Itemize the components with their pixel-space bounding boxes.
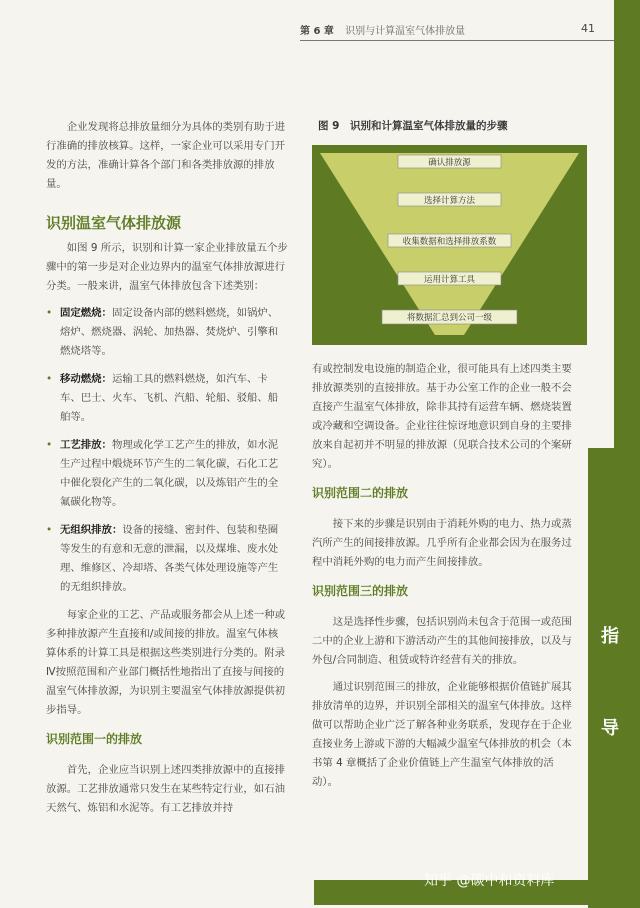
- funnel-step-1: 确认排放源: [428, 158, 471, 168]
- running-header: [300, 22, 595, 42]
- funnel-step-2: 选择计算方法: [423, 196, 475, 206]
- paragraph: 通过识别范围三的排放，企业能够根据价值链扩展其排放清单的边界，并识别全部相关的温室气体排放。这样做可以帮助企业广泛了解各种业务联系，发现存在于企业直接业务上游或下游的大幅减少温室气体排放的机会（本书第 4 章概括了企业价值链上产生温室气体排放的活动）。: [312, 681, 572, 788]
- left-column: [46, 118, 288, 826]
- page-number: 41: [581, 22, 595, 35]
- bullet-term: 移动燃烧：: [60, 373, 112, 385]
- paragraph: 如图 9 所示，识别和计算一家企业排放量五个步骤中的第一步是对企业边界内的温室气体排放源进行分类。一般来讲，温室气体排放包含下述类别：: [46, 242, 288, 292]
- paragraph: 有或控制发电设施的制造企业，很可能具有上述四类主要排放源类别的直接排放。基于办公室工作的企业一般不会直接产生温室气体排放，除非其持有运营车辆、燃烧装置或冷藏和空调设备。企业往往惊讶地意识到自身的主要排放来自起初并不明显的排放源（见联合技术公司的个案研究）。: [312, 363, 572, 470]
- chapter-number: 第 6 章: [300, 26, 334, 37]
- paragraph: 接下来的步骤是识别由于消耗外购的电力、热力或蒸汽所产生的间接排放源。几乎所有企业都会因为在服务过程中消耗外购的电力而产生间接排放。: [312, 518, 572, 568]
- bullet-term: 工艺排放：: [60, 439, 112, 451]
- intro-paragraph: 企业发现将总排放量细分为具体的类别有助于进行准确的排放核算。这样，一家企业可以采用专门开发的方法，准确计算各个部门和各类排放源的排放量。: [46, 121, 285, 190]
- bullet-icon: •: [46, 373, 53, 385]
- funnel-step-4: 运用计算工具: [423, 275, 475, 285]
- figure-caption: 图 9 识别和计算温室气体排放量的步骤: [318, 120, 508, 132]
- subheading-scope3: 识别范围三的排放: [312, 584, 409, 598]
- watermark: 知乎 @碳中和资料库: [424, 873, 555, 889]
- section-heading: 识别温室气体排放源: [46, 214, 182, 232]
- bullet-term: 无组织排放：: [60, 524, 123, 536]
- subheading-scope2: 识别范围二的排放: [312, 486, 409, 500]
- section-tab-char-2: 导: [601, 718, 619, 739]
- bullet-icon: •: [46, 439, 53, 451]
- funnel-step-3: 收集数据和选择排放系数: [402, 237, 497, 247]
- bullet-item: [46, 436, 288, 512]
- paragraph: 这是选择性步骤，包括识别尚未包含于范围一或范围二中的企业上游和下游活动产生的其他间接排放，以及与外包/合同制造、租赁或特许经营有关的排放。: [312, 616, 572, 666]
- bullet-item: [46, 521, 288, 597]
- paragraph: 首先，企业应当识别上述四类排放源中的直接排放源。工艺排放通常只发生在某些特定行业，如石油天然气、炼铝和水泥等。有工艺排放并持: [46, 764, 285, 814]
- bullet-text: 设备的接缝、密封件、包装和垫圈等发生的有意和无意的泄漏，以及煤堆、废水处理、维修区、冷却塔、各类气体处理设施等产生的无组织排放。: [60, 524, 279, 593]
- section-tab-char-1: 指: [601, 626, 619, 647]
- bullet-item: [46, 370, 288, 427]
- bullet-term: 固定燃烧：: [60, 307, 112, 319]
- bullet-icon: •: [46, 524, 53, 536]
- section-tab: [588, 448, 640, 908]
- funnel-step-5: 将数据汇总到公司一级: [406, 313, 492, 323]
- bullet-text: 物理或化学工艺产生的排放，如水泥生产过程中煅烧环节产生的二氧化碳，石化工艺中催化裂化产生的二氧化碳，以及炼铝产生的全氟碳化物等。: [60, 439, 279, 508]
- bullet-icon: •: [46, 307, 53, 319]
- header-rule: [300, 40, 620, 41]
- bullet-text: 运输工具的燃料燃烧，如汽车、卡车、巴士、火车、飞机、汽船、轮船、驳船、船舶等。: [60, 373, 279, 423]
- bullet-item: [46, 304, 288, 361]
- chapter-title: 识别与计算温室气体排放量: [345, 26, 466, 37]
- paragraph: 每家企业的工艺、产品或服务都会从上述一种或多种排放源产生直接和/或间接的排放。温室气体核算体系的计算工具是根据这些类别进行分类的。附录Ⅳ按照范围和产业部门概括性地指出了直接与间接的温室气体排放源，为识别主要温室气体排放源提供初步指导。: [46, 609, 285, 716]
- subheading-scope1: 识别范围一的排放: [46, 732, 143, 746]
- figure-funnel: [312, 145, 587, 345]
- bullet-text: 固定设备内部的燃料燃烧，如锅炉、熔炉、燃烧器、涡轮、加热器、焚烧炉、引擎和燃烧塔等。: [60, 307, 279, 357]
- right-column: [312, 360, 574, 800]
